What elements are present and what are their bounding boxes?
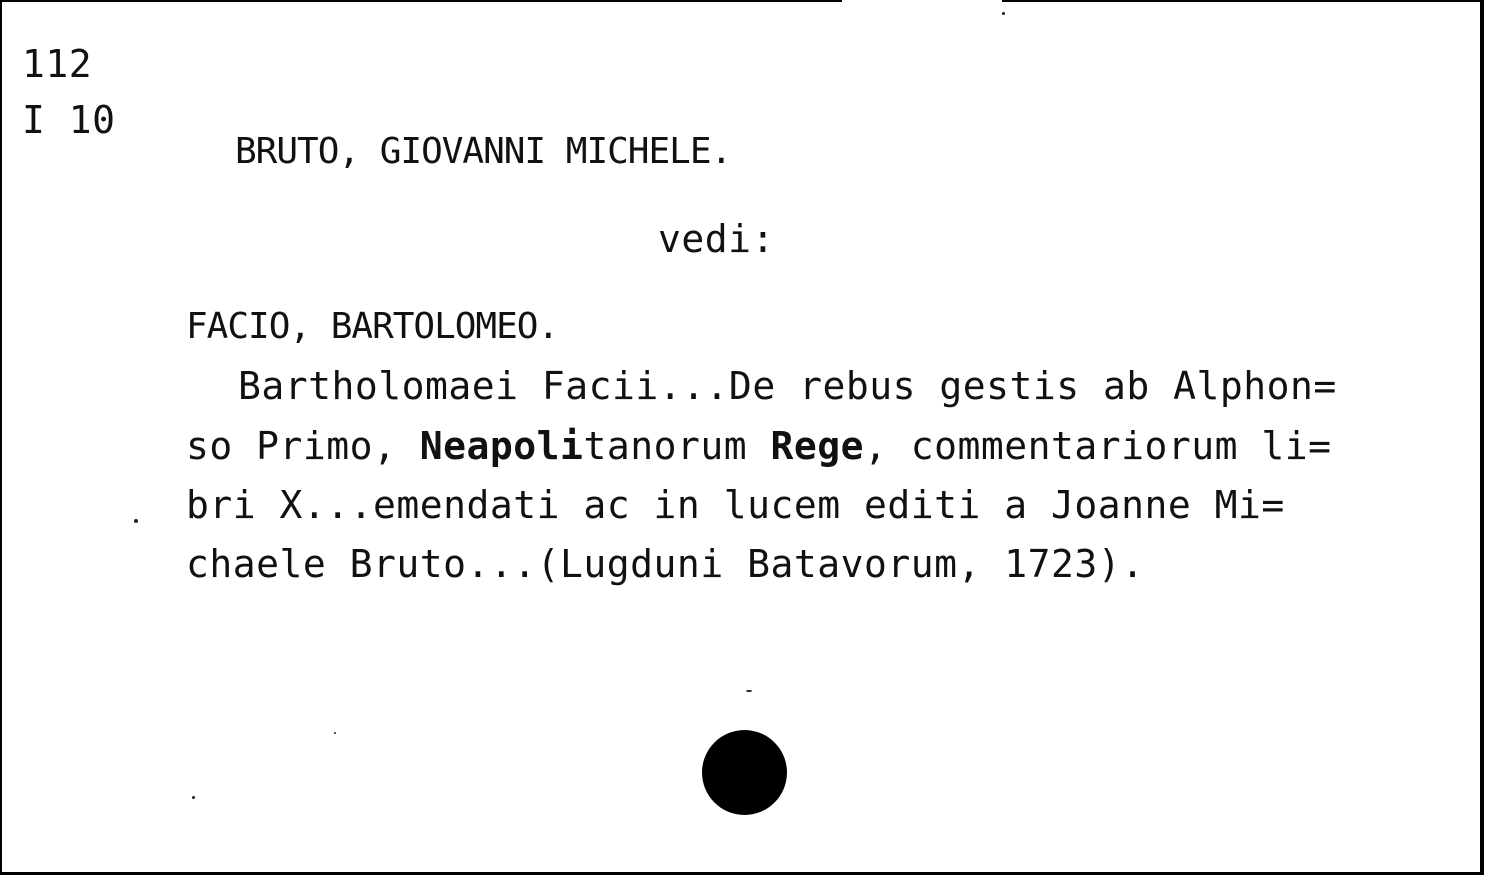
description-line-4: chaele Bruto...(Lugduni Batavorum, 1723). bbox=[186, 542, 1145, 586]
description-bold-neapoli: Neapoli bbox=[419, 424, 584, 468]
description-bold-rege: Rege bbox=[770, 424, 864, 468]
speck-mark bbox=[1002, 12, 1005, 15]
description-line-2-end: , commentariorum li= bbox=[863, 424, 1332, 468]
call-number-line-2: I 10 bbox=[22, 98, 116, 142]
description-line-1: Bartholomaei Facii...De rebus gestis ab Alphon= bbox=[238, 364, 1337, 408]
card-heading: BRUTO, GIOVANNI MICHELE. bbox=[235, 131, 732, 172]
description-line-2 bbox=[186, 426, 1332, 466]
speck-mark bbox=[192, 796, 195, 799]
description-line-2-start: so Primo, bbox=[186, 424, 420, 468]
speck-mark bbox=[746, 690, 752, 692]
description-line-2-mid: tanorum bbox=[583, 424, 771, 468]
punch-hole bbox=[702, 730, 787, 815]
border-gap bbox=[842, 0, 1002, 2]
see-reference: vedi: bbox=[658, 217, 775, 261]
description-line-3: bri X...emendati ac in lucem editi a Joanne Mi= bbox=[186, 483, 1285, 527]
speck-mark bbox=[334, 732, 336, 734]
call-number-line-1: 112 bbox=[22, 42, 93, 86]
speck-mark bbox=[134, 519, 138, 523]
author-entry: FACIO, BARTOLOMEO. bbox=[186, 306, 559, 347]
